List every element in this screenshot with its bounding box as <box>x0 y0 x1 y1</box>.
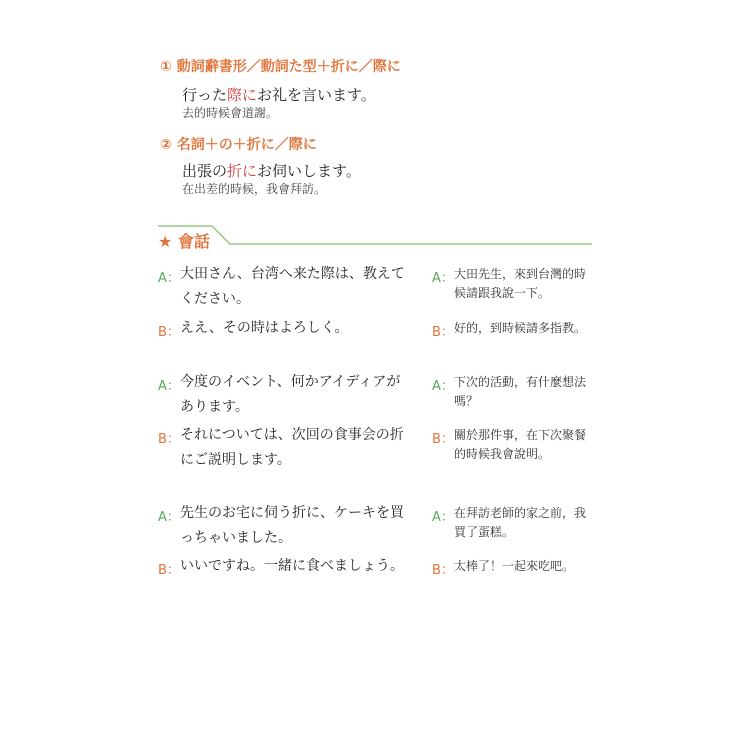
dialogue-zh-line: 下次的活動，有什麼想法嗎？ <box>454 375 587 408</box>
speaker-b-label: B： <box>432 432 454 447</box>
grammar-pattern-1: ① 動詞辭書形／動詞た型＋折に／際に <box>160 59 401 75</box>
speaker-b-label: B： <box>158 432 180 447</box>
example-jp-1-post: お礼を言います。 <box>257 86 376 104</box>
speaker-a-label: A： <box>432 510 454 525</box>
example-zh-2: 在出差的時候，我會拜訪。 <box>182 182 327 196</box>
speaker-a-label: A： <box>432 379 454 394</box>
speaker-a-label: A： <box>432 271 454 286</box>
dialogue-jp-line: いいですね。一緒に食べましょう。 <box>180 558 404 574</box>
dialogue-zh-line: 好的，到時候請多指教。 <box>454 321 587 335</box>
grammar-pattern-2: ② 名詞＋の＋折に／際に <box>160 137 317 153</box>
example-jp-2-post: お伺いします。 <box>257 162 361 180</box>
speaker-b-label: B： <box>432 325 454 340</box>
example-jp-1-pre: 行った <box>182 86 228 104</box>
star-icon: ★ <box>158 232 173 251</box>
dialogue-zh-line: 大田先生，來到台灣的時候請跟我說一下。 <box>454 267 587 300</box>
speaker-b-label: B： <box>158 563 180 578</box>
example-jp-2-highlight: 折に <box>227 162 258 180</box>
dialogue-jp-line: 今度のイベント、何かアイディアがあります。 <box>180 374 401 415</box>
dialogue-zh-line: 關於那件事，在下次聚餐的時候我會說明。 <box>454 428 587 461</box>
speaker-a-label: A： <box>158 271 180 286</box>
section-header <box>158 229 210 252</box>
speaker-a-label: A： <box>158 379 180 394</box>
example-zh-1: 去的時候會道謝。 <box>182 106 279 120</box>
example-jp-2-pre: 出張の <box>182 162 228 180</box>
dialogue-jp-line: 大田さん、台湾へ来た際は、教えてください。 <box>180 266 405 307</box>
dialogue-jp-line: ええ、その時はよろしく。 <box>180 320 349 336</box>
speaker-a-label: A： <box>158 510 180 525</box>
dialogue-jp-line: それについては、次回の食事会の折にご説明します。 <box>180 427 404 468</box>
dialogue-zh-line: 太棒了！一起來吃吧。 <box>454 559 575 573</box>
example-jp-1-highlight: 際に <box>227 86 258 104</box>
speaker-b-label: B： <box>158 325 180 340</box>
section-title: 會話 <box>177 232 210 251</box>
dialogue-jp-line: 先生のお宅に伺う折に、ケーキを買っちゃいました。 <box>180 505 404 546</box>
dialogue-zh-line: 在拜訪老師的家之前，我買了蛋糕。 <box>454 506 587 539</box>
speaker-b-label: B： <box>432 563 454 578</box>
